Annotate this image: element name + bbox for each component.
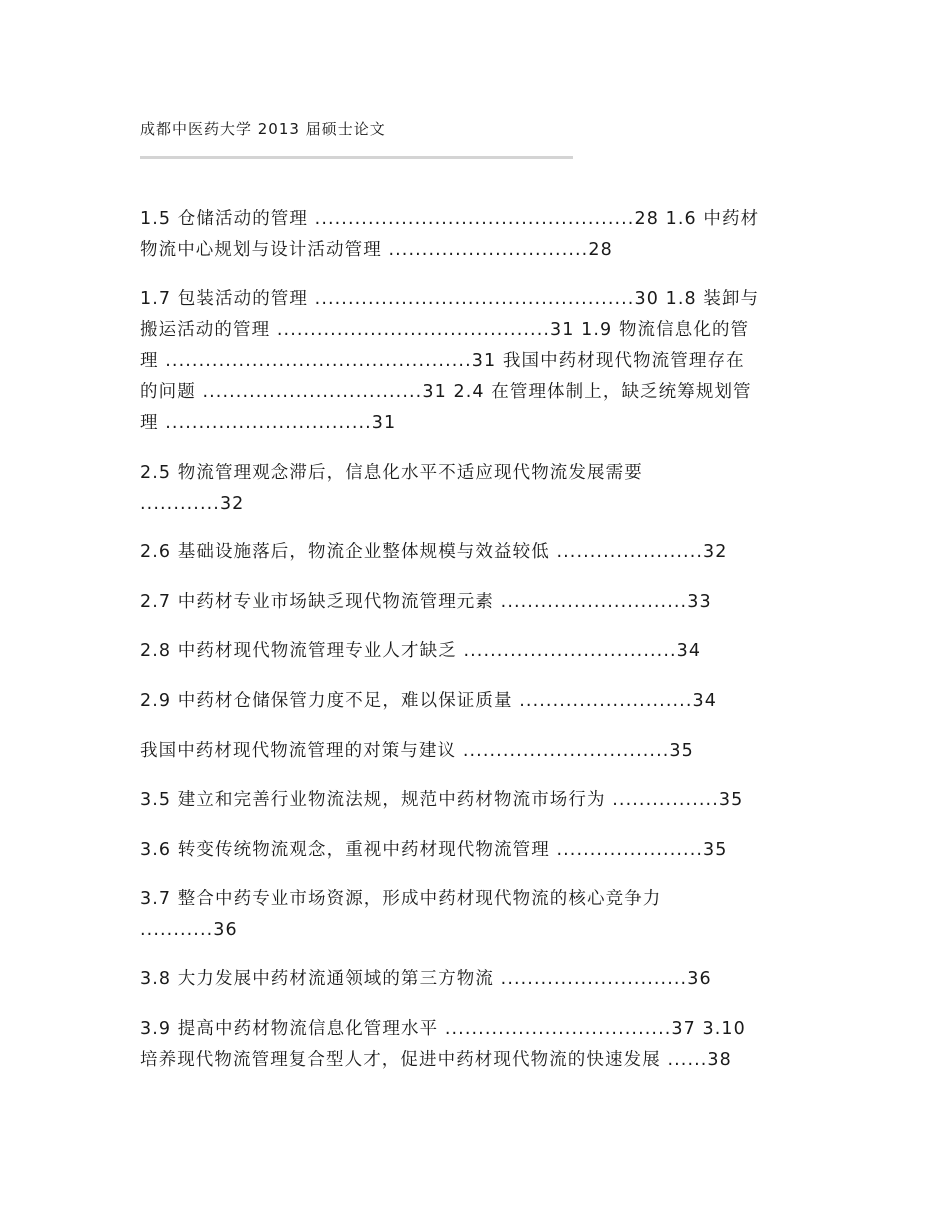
toc-entry-3-9 (140, 1014, 810, 1076)
toc-entry-2-9 (140, 686, 810, 717)
toc-line: 3.9 提高中药材物流信息化管理水平 ..................................37 3.10 (140, 1019, 746, 1039)
toc-entry-2-8 (140, 636, 810, 667)
toc-entry-3-8 (140, 964, 810, 995)
toc-line: 物流中心规划与设计活动管理 ..............................28 (140, 240, 613, 260)
toc-entry-chapter-3 (140, 736, 810, 767)
toc-line: 理 ...............................31 (140, 413, 397, 433)
header-divider (140, 156, 573, 159)
toc-entry-3-7 (140, 884, 810, 946)
toc-line: 理 ..............................................31 我国中药材现代物流管理存在 (140, 351, 745, 371)
toc-line: 2.8 中药材现代物流管理专业人才缺乏 ................................34 (140, 641, 702, 661)
toc-line: 3.8 大力发展中药材流通领域的第三方物流 ............................36 (140, 969, 712, 989)
toc-entry-2-5 (140, 458, 810, 520)
toc-line: 1.5 仓储活动的管理 ................................................28 1.6 中药材 (140, 209, 760, 229)
toc-line: 3.7 整合中药专业市场资源，形成中药材现代物流的核心竞争力 (140, 889, 662, 909)
toc-entry-2-7 (140, 587, 810, 618)
toc-line: 搬运活动的管理 .........................................31 1.9 物流信息化的管 (140, 320, 750, 340)
toc-line: 2.7 中药材专业市场缺乏现代物流管理元素 ............................33 (140, 592, 712, 612)
toc-line: 培养现代物流管理复合型人才，促进中药材现代物流的快速发展 ......38 (140, 1050, 732, 1070)
toc-entry-3-5 (140, 785, 810, 816)
toc-line: 的问题 .................................31 2.4 在管理体制上，缺乏统筹规划管 (140, 382, 752, 402)
toc-entry-2-6 (140, 537, 810, 568)
toc-line: 3.6 转变传统物流观念，重视中药材现代物流管理 ......................35 (140, 840, 728, 860)
toc-line: 2.9 中药材仓储保管力度不足，难以保证质量 ..........................34 (140, 691, 717, 711)
toc-entry-1-5 (140, 204, 810, 266)
toc-line: ............32 (140, 494, 245, 514)
toc-entry-1-7 (140, 284, 810, 439)
toc-line: 1.7 包装活动的管理 ................................................30 1.8 装卸与 (140, 289, 760, 309)
toc-entry-3-6 (140, 835, 810, 866)
page-header-title: 成都中医药大学 2013 届硕士论文 (140, 120, 386, 138)
toc-line: 2.5 物流管理观念滞后，信息化水平不适应现代物流发展需要 (140, 463, 643, 483)
toc-line: 3.5 建立和完善行业物流法规，规范中药材物流市场行为 ................35 (140, 790, 744, 810)
toc-line: 我国中药材现代物流管理的对策与建议 ...............................35 (140, 741, 694, 761)
toc-line: 2.6 基础设施落后，物流企业整体规模与效益较低 ......................32 (140, 542, 728, 562)
toc-line: ...........36 (140, 920, 238, 940)
